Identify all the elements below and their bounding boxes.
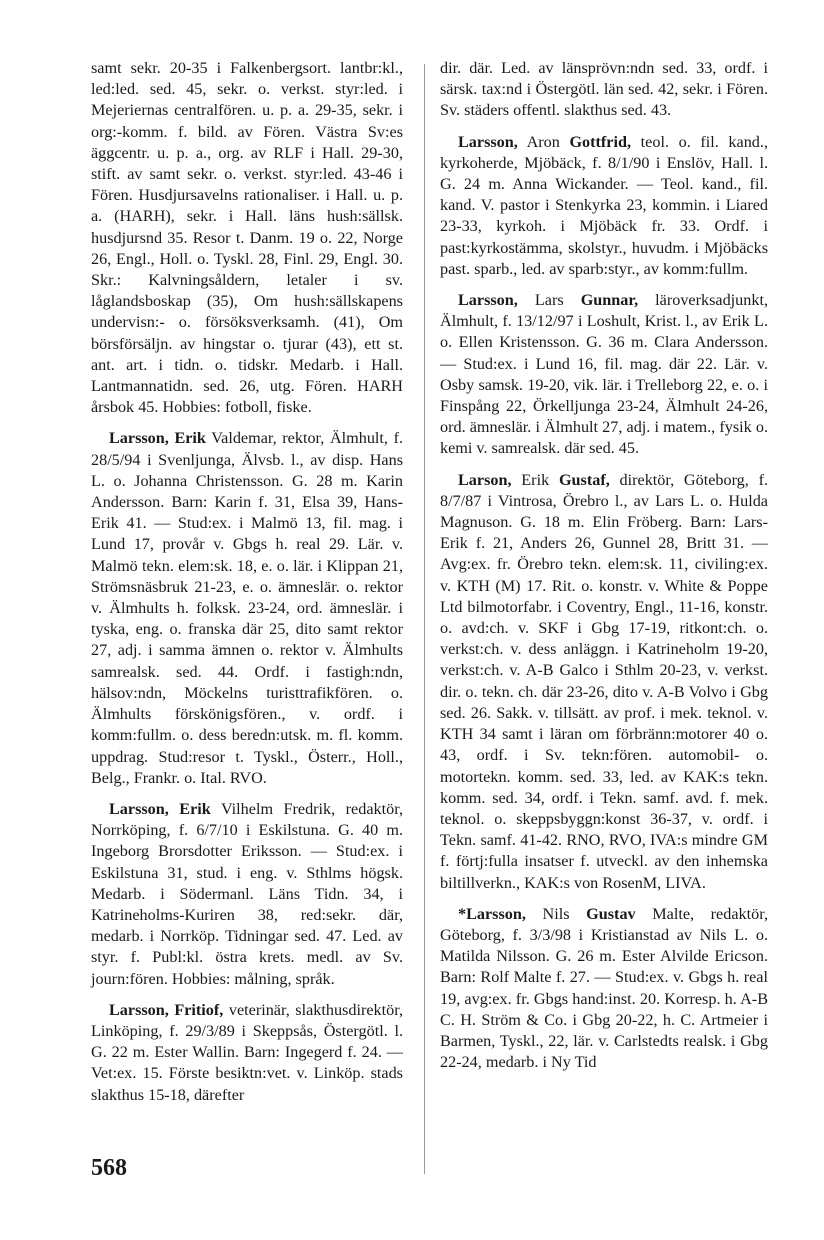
entry-surname: Larsson, [109,1000,169,1019]
entry-text: Valdemar, rektor, Älmhult, f. 28/5/94 i Svenljunga, Älvsb. l., av disp. Hans L. o. Johanna Christensson. G. 28 m. Karin Andersson. Barn: Karin f. 31, Elsa 39, Hans-Erik 41. — Stud:ex. i Malmö 13, fil. mag. i Lund 17, provår v. Gbgs h. real 29. Lär. v. Malmö tekn. elem:sk. 18, e. o. lär. i Klippan 21, Strömsnäsbruk 21-23, e. o. ämneslär. o. rektor v. Älmhults h. folksk. 23-24, ord. ämneslär. i tyska, eng. o. franska där 25, dito samt rektor 27, adj. i samma ämnen o. rektor v. Älmhults samrealsk. sed. 44. Ordf. i fastigh:ndn, hälsov:ndn, Möckelns turisttrafikfören. o. Älmhults förskönigsfören., v. ordf. i komm:fullm. o. dess beredn:utsk. m. fl. komm. uppdrag. Stud:resor t. Tyskl., Österr., Holl., Belg., Frankr. o. Ital. RVO. [91,429,404,787]
entry-text: Vilhelm Fredrik, redaktör, Norrköping, f. 6/7/10 i Eskilstuna. G. 40 m. Ingeborg Brorsdotter Eriksson. — Stud:ex. i Eskilstuna 31, stud. i eng. v. Sthlms högsk. Medarb. i Södermanl. Läns Tidn. 34, i Katrineholms-Kuriren 38, red:sekr. där, medarb. i Norrköp. Tidningar sed. 47. Led. av styr. f. Publ:kl. östra krets. medl. av Sv. journ:fören. Hobbies: målning, språk. [91,799,403,988]
entry-continuation [91,58,403,418]
entry-given-name: Gustav [586,904,636,923]
entry-surname: Larsson, [458,132,518,151]
entry-surname: Larsson, [109,799,169,818]
entry-continuation [440,58,768,122]
entry-given-name: Fritiof, [174,1000,224,1019]
entry-text: Malte, redaktör, Göteborg, f. 3/3/98 i Kristianstad av Nils L. o. Matilda Nilsson. G. 26 m. Ester Alvilde Ericson. Barn: Rolf Malte f. 27. — Stud:ex. v. Gbgs h. real 19, avg:ex. fr. Gbgs hand:inst. 20. Korresp. h. A-B C. H. Ström & Co. i Gbg 20-22, h. C. Artmeier i Barmen, Tyskl., 22, lär. v. Carlstedts realsk. i Gbg 22-24, medarb. i Ny Tid [440,904,768,1072]
entry-given-name: Gottfrid, [569,132,632,151]
entry-lead-name: Aron [526,132,570,151]
entry-lead-name: Nils [542,904,587,923]
left-column [91,58,403,1116]
entry-surname: Larson, [458,470,512,489]
entry-larsson-fritiof [91,1000,403,1106]
entry-larsson-gustav [440,904,768,1074]
entry-text: veterinär, slakthusdirektör, Linköping, f. 29/3/89 i Skeppsås, Östergötl. l. G. 22 m. Ester Wallin. Barn: Ingegerd f. 24. — Vet:ex. 15. Förste besiktn:vet. v. Linköp. stads slakthus 15-18, därefter [91,1000,403,1104]
entry-text: teol. o. fil. kand., kyrkoherde, Mjöbäck, f. 8/1/90 i Enslöv, Hall. l. G. 24 m. Anna Wickander. — Teol. kand., fil. kand. V. pastor i Stenkyrka 23, kommin. i Liared 23-33, kyrkoh. i Mjöbäck fr. 33. Ordf. i past:kyrkostämma, skolstyr., huvudm. i Mjöbäcks past. sparb., led. av sparb:styr., av komm:fullm. [440,132,768,278]
page-number: 568 [91,1155,127,1181]
entry-given-name: Gunnar, [580,291,639,310]
entry-text: samt sekr. 20-35 i Falkenbergsort. lantbr:kl., led:led. sed. 45, sekr. o. verkst. styr:led. i Mejeriernas centralfören. u. p. a. 29-35, sekr. i org:-komm. f. bild. av Fören. Västra Sv:es äggcentr. u. p. a., org. av RLF i Hall. 29-30, stift. av samt sekr. o. verkst. styr:led. 43-46 i Fören. Husdjursavelns rationaliser. i Hall. u. p. a. (HARH), sekr. i Hall. läns hush:sällsk. husdjursnd 35. Resor t. Danm. 19 o. 22, Norge 26, Engl., Holl. o. Tyskl. 28, Finl. 29, Engl. 30. Skr.: Kalvningsåldern, letaler i sv. låglandsboskap (35), Om hush:sällskapens undervisn:- o. försöksverksamh. (41), Om börsförsäljn. av hingstar o. tjurar (43), ett st. ant. art. i tidn. o. tidskr. Medarb. i Hall. Lantmannatidn. sed. 26, utg. Fören. HARH årsbok 45. Hobbies: fotboll, fiske. [91,59,403,417]
entry-surname: Larsson, [109,429,169,448]
entry-given-name: Erik [179,799,211,818]
entry-larsson-gunnar [440,290,768,460]
entry-text: läroverksadjunkt, Älmhult, f. 13/12/97 i Loshult, Krist. l., av Erik L. o. Ellen Kristensson. G. 36 m. Clara Andersson. — Stud:ex. i Lund 16, fil. mag. där 22. Lär. v. Osby samsk. 19-20, vik. lär. i Trelleborg 22, e. o. i Finspång 22, Örkelljunga 23-24, Älmhult 24-26, ord. ämneslär. i Älmhult 27, adj. i matem., fysik o. kemi v. samrealsk. där sed. 45. [440,291,769,458]
entry-given-name: Erik [174,429,206,448]
entry-text: direktör, Göteborg, f. 8/7/87 i Vintrosa, Örebro l., av Lars L. o. Hulda Magnuson. G. 18 m. Elin Fröberg. Barn: Lars-Erik f. 21, Anders 26, Gunnel 28, Britt 31. — Avg:ex. fr. Örebro tekn. elem:sk. 11, civiling:ex. v. KTH (M) 17. Rit. o. konstr. v. White & Poppe Ltd bilmotorfabr. i Coventry, Engl., 11-16, konstr. o. avd:ch. v. SKF i Gbg 17-19, ritkont:ch. o. verkst:ch. v. dess anläggn. i Katrineholm 19-20, verkst:ch. v. A-B Galco i Sthlm 20-23, v. verkst. dir. o. tekn. ch. där 23-26, dito v. A-B Volvo i Gbg sed. 26. Sakk. v. tillsätt. av prof. i mek. teknol. v. KTH 34 samt i läran om förbränn:motorer 40 o. 43, ordf. i Sv. tekn:fören. automobil- o. motortekn. komm. sed. 33, led. av KAK:s tekn. komm. sed. 34, ordf. i Tekn. samf. avd. f. mek. teknol. o. skeppsbyggn:konst 36-37, v. ordf. i Tekn. samf. 41-42. RNO, RVO, IVA:s mindre GM f. förtj:fulla insatser f. utveckl. av den inhemska biltillverkn., KAK:s von RosenM, LIVA. [440,470,769,892]
entry-lead-name: Erik [521,470,559,489]
entry-larson-gustaf [440,470,768,894]
right-column [440,58,768,1083]
entry-larsson-erik-vilhelm [91,799,403,990]
column-divider [424,64,425,1174]
entry-surname: *Larsson, [458,904,526,923]
entry-larsson-erik-valdemar [91,428,403,788]
entry-surname: Larsson, [458,291,518,310]
entry-given-name: Gustaf, [558,470,610,489]
entry-lead-name: Lars [534,291,581,310]
entry-larsson-gottfrid [440,132,768,280]
entry-text: dir. där. Led. av länsprövn:ndn sed. 33, ordf. i särsk. tax:nd i Östergötl. län sed. 42, sekr. i Fören. Sv. städers offentl. slakthus sed. 43. [440,59,768,120]
